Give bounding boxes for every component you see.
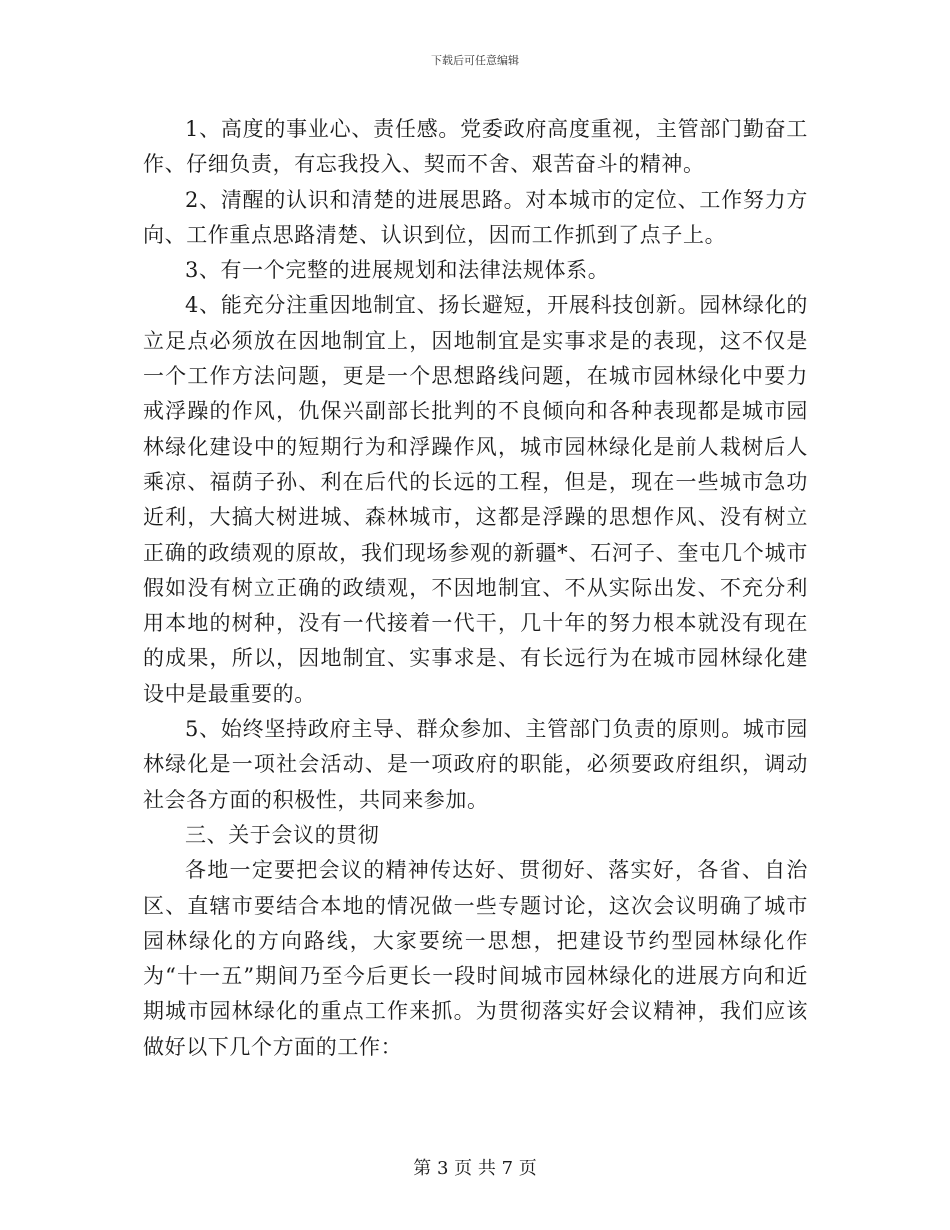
- page-header-note: 下载后可任意编辑: [431, 54, 519, 67]
- paragraph-item-1: 1、高度的事业心、责任感。党委政府高度重视，主管部门勤奋工作、仔细负责，有忘我投入、契而不舍、艰苦奋斗的精神。: [143, 117, 808, 177]
- paragraph-item-3: 3、有一个完整的进展规划和法律法规体系。: [185, 258, 610, 283]
- paragraph-item-2: 2、清醒的认识和清楚的进展思路。对本城市的定位、工作努力方向、工作重点思路清楚、认识到位，因而工作抓到了点子上。: [143, 187, 808, 247]
- paragraph-item-5: 5、始终坚持政府主导、群众参加、主管部门负责的原则。城市园林绿化是一项社会活动、是一项政府的职能，必须要政府组织，调动社会各方面的积极性，共同来参加。: [143, 717, 808, 812]
- page-number-footer: 第 3 页 共 7 页: [413, 1158, 537, 1179]
- paragraph-item-4: 4、能充分注重因地制宜、扬长避短，开展科技创新。园林绿化的立足点必须放在因地制宜上，因地制宜是实事求是的表现，这不仅是一个工作方法问题，更是一个思想路线问题，在城市园林绿化中要力戒浮躁的作风，仇保兴副部长批判的不良倾向和各种表现都是城市园林绿化建设中的短期行为和浮躁作风，城市园林绿化是前人栽树后人乘凉、福荫子孙、利在后代的长远的工程，但是，现在一些城市急功近利，大搞大树进城、森林城市，这都是浮躁的思想作风、没有树立正确的政绩观的原故，我们现场参观的新疆*、石河子、奎屯几个城市假如没有树立正确的政绩观，不因地制宜、不从实际出发、不充分利用本地的树种，没有一代接着一代干，几十年的努力根本就没有现在的成果，所以，因地制宜、实事求是、有长远行为在城市园林绿化建设中是最重要的。: [143, 293, 808, 706]
- document-body: [143, 112, 808, 1065]
- paragraph-implementation: 各地一定要把会议的精神传达好、贯彻好、落实好，各省、自治区、直辖市要结合本地的情况做一些专题讨论，这次会议明确了城市园林绿化的方向路线，大家要统一思想，把建设节约型园林绿化作为“十一五”期间乃至今后更长一段时间城市园林绿化的进展方向和近期城市园林绿化的重点工作来抓。为贯彻落实好会议精神，我们应该做好以下几个方面的工作：: [143, 858, 808, 1059]
- section-heading: 三、关于会议的贯彻: [185, 822, 380, 847]
